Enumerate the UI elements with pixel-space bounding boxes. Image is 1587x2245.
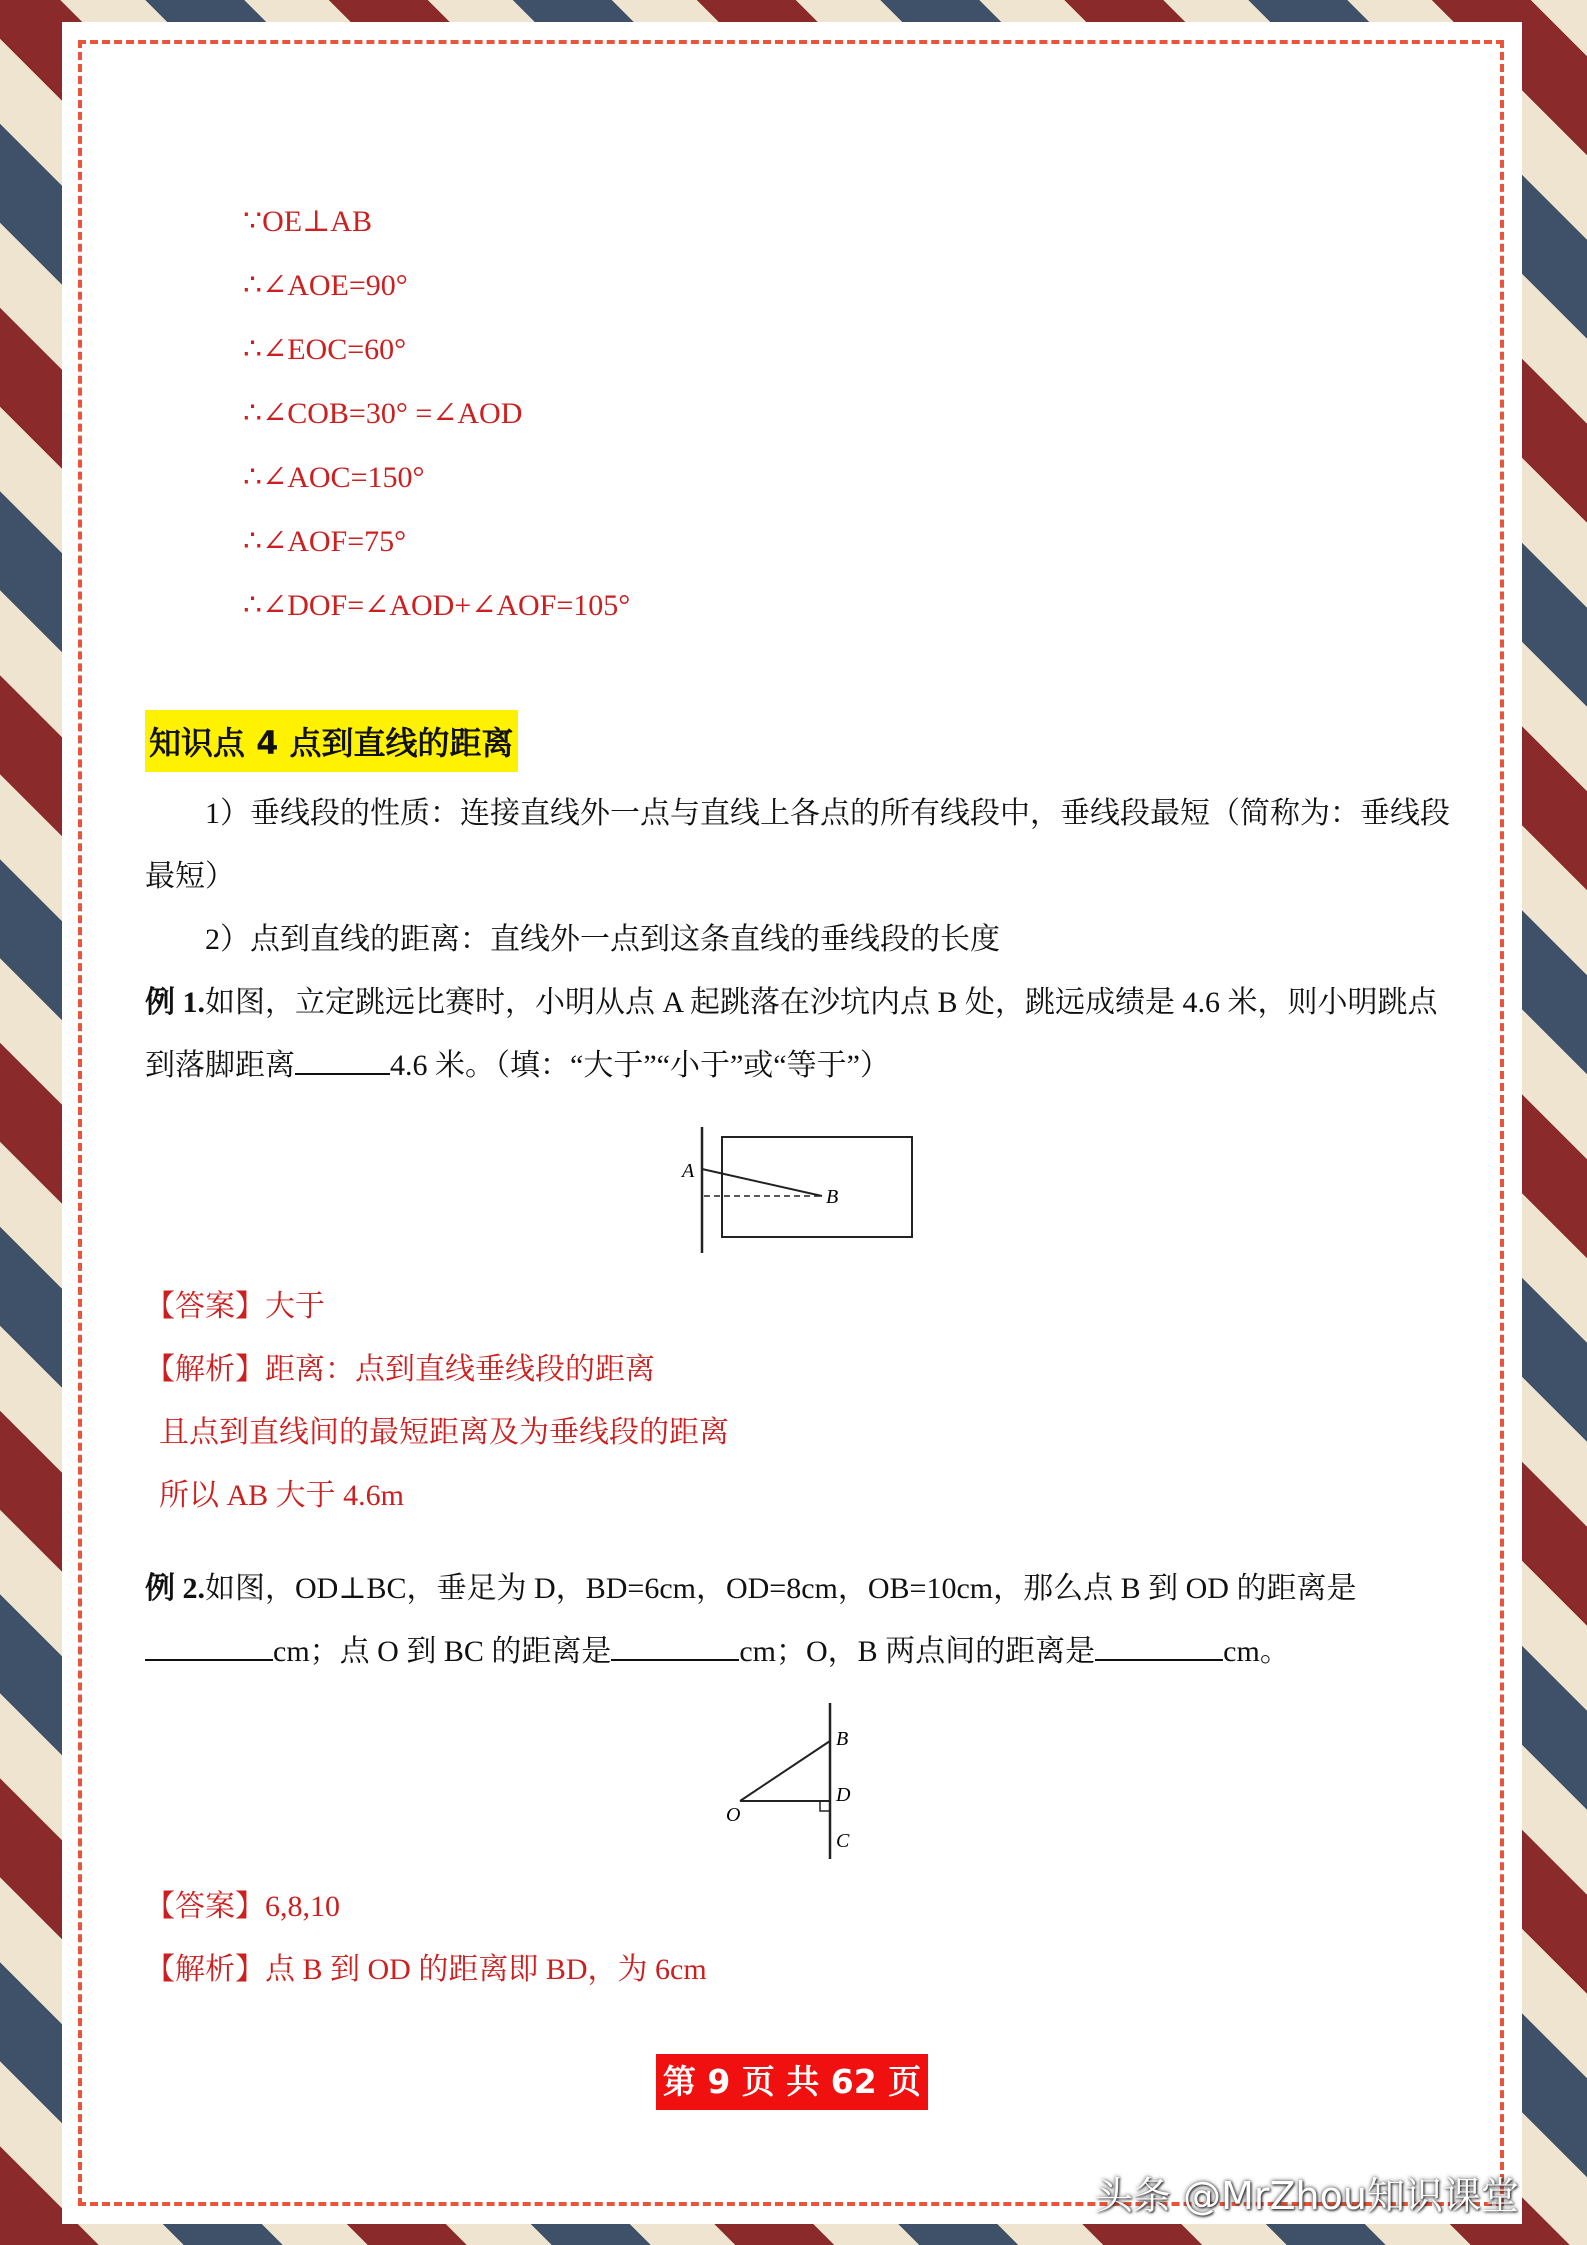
point-a-label: A: [682, 1160, 695, 1182]
page-number-badge: 第 9 页 共 62 页: [656, 2054, 928, 2110]
example-2-answer: [145, 1875, 1455, 1938]
point-c-label: C: [836, 1830, 850, 1852]
perpendicular-figure: [700, 1701, 900, 1861]
example-1-text-end: 4.6 米。（填：“大于”“小于”或“等于”）: [390, 1049, 890, 1082]
proof-line: ∴∠COB=30° =∠AOD: [243, 397, 523, 430]
proof-line: ∴∠AOC=150°: [243, 461, 425, 494]
proof-line: ∴∠EOC=60°: [243, 333, 407, 366]
long-jump-figure: [660, 1119, 940, 1259]
proof-line: ∵OE⊥AB: [243, 205, 372, 238]
analysis-line: 且点到直线间的最短距离及为垂线段的距离: [159, 1416, 729, 1449]
answer-blank[interactable]: [1095, 1631, 1223, 1661]
analysis-line: 距离：点到直线垂线段的距离: [265, 1353, 655, 1386]
example-2-label: 例 2.: [145, 1572, 205, 1605]
point-b-label: B: [826, 1186, 839, 1208]
example-2-analysis: [145, 1938, 1455, 2001]
example-1-label: 例 1.: [145, 986, 205, 1019]
example-2-text: 如图，OD⊥BC，垂足为 D，BD=6cm，OD=8cm，OB=10cm，那么点 B 到 OD 的距离是: [205, 1572, 1357, 1605]
jump-segment: [702, 1169, 822, 1196]
analysis-line: 点 B 到 OD 的距离即 BD，为 6cm: [265, 1953, 707, 1986]
answer-blank[interactable]: [145, 1631, 273, 1661]
point-d-label: D: [836, 1784, 851, 1806]
example-2-question: [145, 1557, 1455, 1683]
proof-steps: [243, 190, 1553, 638]
point-b-label: B: [836, 1728, 849, 1750]
analysis-line: 所以 AB 大于 4.6m: [159, 1479, 405, 1512]
analysis-label: 【解析】: [145, 1953, 265, 1986]
analysis-label: 【解析】: [145, 1353, 265, 1386]
answer-value: 大于: [265, 1290, 325, 1323]
proof-line: ∴∠DOF=∠AOD+∠AOF=105°: [243, 589, 631, 622]
example-1-question: [145, 971, 1455, 1097]
distance-paragraph: 2）点到直线的距离：直线外一点到这条直线的垂线段的长度: [205, 923, 1000, 956]
example-2-text: cm；O，B 两点间的距离是: [739, 1635, 1096, 1668]
answer-blank[interactable]: [295, 1045, 390, 1075]
right-angle-mark: [820, 1801, 830, 1811]
example-1-text: 如图，立定跳远比赛时，小明从点 A 起跳落在沙坑内点 B 处，跳远成绩是 4.6 米，则小明跳点到落脚距离: [145, 986, 1438, 1082]
answer-blank[interactable]: [611, 1631, 739, 1661]
sandpit: [722, 1137, 912, 1237]
example-2-text: cm。: [1223, 1635, 1290, 1668]
point-o-label: O: [726, 1804, 741, 1826]
proof-line: ∴∠AOF=75°: [243, 525, 407, 558]
example-1-answer: [145, 1275, 1455, 1338]
section-heading: 知识点 4 点到直线的距离: [145, 710, 518, 772]
proof-line: ∴∠AOE=90°: [243, 269, 408, 302]
property-paragraph: 1）垂线段的性质：连接直线外一点与直线上各点的所有线段中，垂线段最短（简称为：垂线段最短）: [145, 797, 1450, 893]
example-2-text: cm；点 O 到 BC 的距离是: [273, 1635, 612, 1668]
segment-ob: [740, 1741, 830, 1801]
answer-value: 6,8,10: [265, 1890, 340, 1923]
answer-label: 【答案】: [145, 1890, 265, 1923]
watermark: 头条 @MrZhou知识课堂: [1095, 2174, 1519, 2218]
answer-label: 【答案】: [145, 1290, 265, 1323]
document-content: [145, 190, 1455, 2001]
example-1-analysis: [145, 1338, 1455, 1401]
